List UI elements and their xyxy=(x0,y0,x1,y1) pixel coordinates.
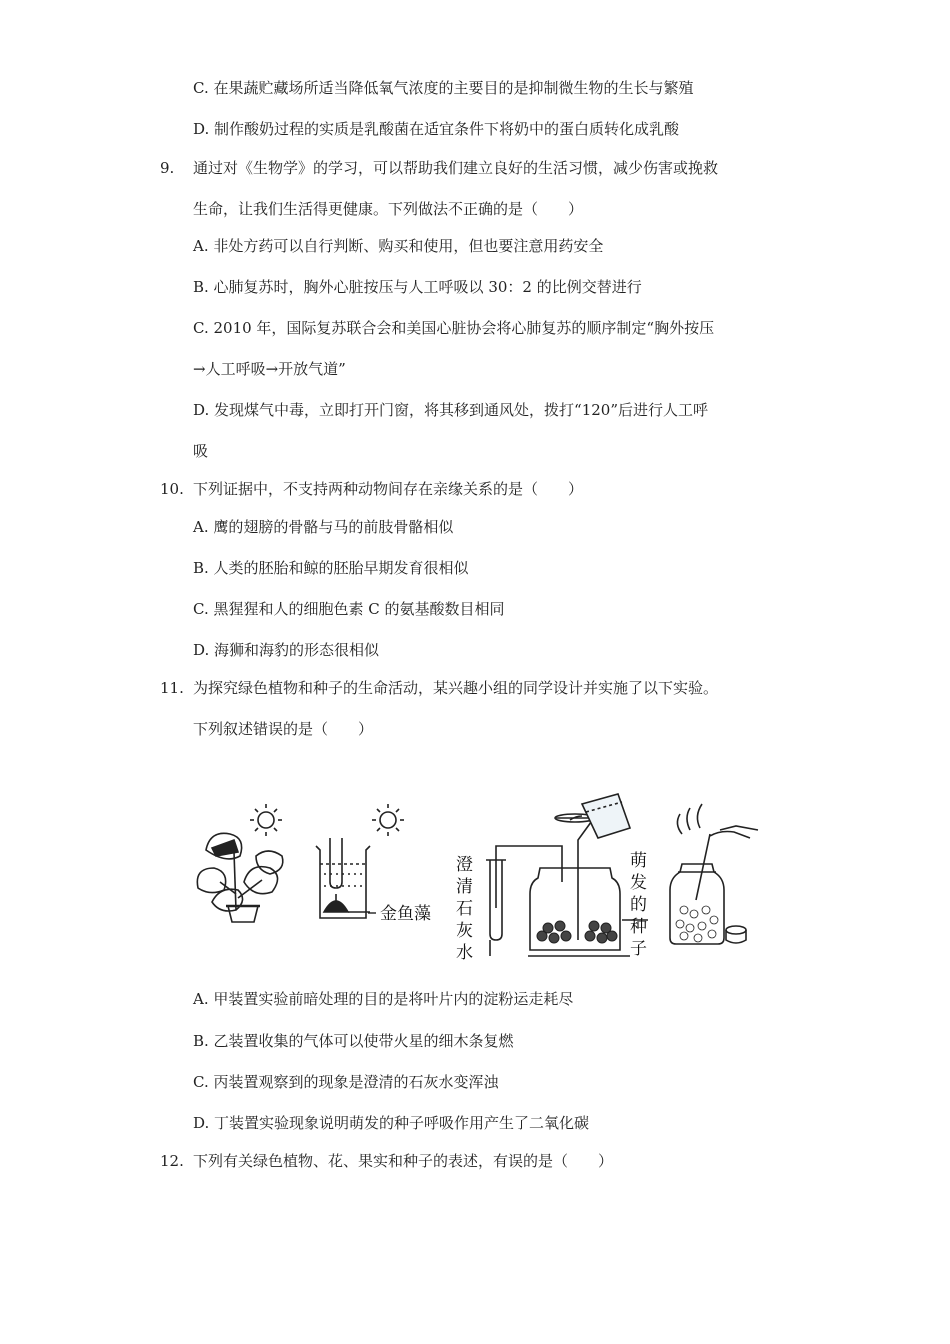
q11-option-b: B. 乙装置收集的气体可以使带火星的细木条复燃 xyxy=(193,1032,514,1050)
label-limewater xyxy=(456,855,473,963)
sun-icon-1 xyxy=(250,804,282,836)
q9-option-b: B. 心肺复苏时，胸外心脏按压与人工呼吸以 30：2 的比例交替进行 xyxy=(193,278,642,296)
svg-text:的: 的 xyxy=(630,895,647,915)
svg-text:萌: 萌 xyxy=(630,851,647,871)
q9-option-c-line2: →人工呼吸→开放气道” xyxy=(193,360,346,378)
potted-plant xyxy=(197,833,282,922)
q8-option-c: C. 在果蔬贮藏场所适当降低氧气浓度的主要目的是抑制微生物的生长与繁殖 xyxy=(193,79,694,97)
q8-option-d: D. 制作酸奶过程的实质是乳酸菌在适宜条件下将奶中的蛋白质转化成乳酸 xyxy=(193,120,680,138)
q9-option-d-line1: D. 发现煤气中毒，立即打开门窗，将其移到通风处，拨打“120”后进行人工呼 xyxy=(193,401,708,419)
beaker-with-algae xyxy=(316,838,370,918)
q11-option-c: C. 丙装置观察到的现象是澄清的石灰水变浑浊 xyxy=(193,1073,499,1091)
pouring-beaker xyxy=(570,794,630,838)
q10-stem: 下列证据中，不支持两种动物间存在亲缘关系的是（ ） xyxy=(193,480,584,498)
q9-option-d-line2: 吸 xyxy=(193,442,209,460)
sun-icon-2 xyxy=(372,804,404,836)
svg-text:灰: 灰 xyxy=(456,921,473,941)
q11-stem-line1: 为探究绿色植物和种子的生命活动，某兴趣小组的同学设计并实施了以下实验。 xyxy=(193,679,719,697)
candle-jar xyxy=(670,804,758,944)
svg-text:石: 石 xyxy=(456,899,473,919)
q9-stem-line1: 通过对《生物学》的学习，可以帮助我们建立良好的生活习惯，减少伤害或挽救 xyxy=(193,159,719,177)
svg-text:水: 水 xyxy=(456,943,473,963)
q11-experiment-figure xyxy=(190,790,770,970)
q11-number: 11. xyxy=(160,679,184,697)
q10-option-c: C. 黑猩猩和人的细胞色素 C 的氨基酸数目相同 xyxy=(193,600,505,618)
q9-number: 9. xyxy=(160,159,175,177)
q9-stem-line2: 生命，让我们生活得更健康。下列做法不正确的是（ ） xyxy=(193,200,584,218)
q12-stem: 下列有关绿色植物、花、果实和种子的表述，有误的是（ ） xyxy=(193,1152,614,1170)
svg-text:发: 发 xyxy=(630,873,647,893)
label-germinating-seeds xyxy=(630,851,647,959)
q9-option-c-line1: C. 2010 年，国际复苏联合会和美国心脏协会将心肺复苏的顺序制定“胸外按压 xyxy=(193,319,715,337)
q11-stem-line2: 下列叙述错误的是（ ） xyxy=(193,720,374,738)
q9-option-a: A. 非处方药可以自行判断、购买和使用，但也要注意用药安全 xyxy=(193,237,604,255)
svg-text:种: 种 xyxy=(630,917,647,937)
q12-number: 12. xyxy=(160,1152,184,1170)
svg-text:澄: 澄 xyxy=(456,855,473,875)
svg-text:清: 清 xyxy=(456,877,473,897)
label-golden-fish-algae: 金鱼藻 xyxy=(380,904,431,924)
q10-option-d: D. 海狮和海豹的形态很相似 xyxy=(193,641,380,659)
q10-option-a: A. 鹰的翅膀的骨骼与马的前肢骨骼相似 xyxy=(193,518,454,536)
svg-text:子: 子 xyxy=(630,939,647,959)
q11-option-d: D. 丁装置实验现象说明萌发的种子呼吸作用产生了二氧化碳 xyxy=(193,1114,590,1132)
q11-option-a: A. 甲装置实验前暗处理的目的是将叶片内的淀粉运走耗尽 xyxy=(193,990,574,1008)
q10-option-b: B. 人类的胚胎和鲸的胚胎早期发育很相似 xyxy=(193,559,469,577)
experiment-illustration xyxy=(190,790,770,970)
q10-number: 10. xyxy=(160,480,184,498)
